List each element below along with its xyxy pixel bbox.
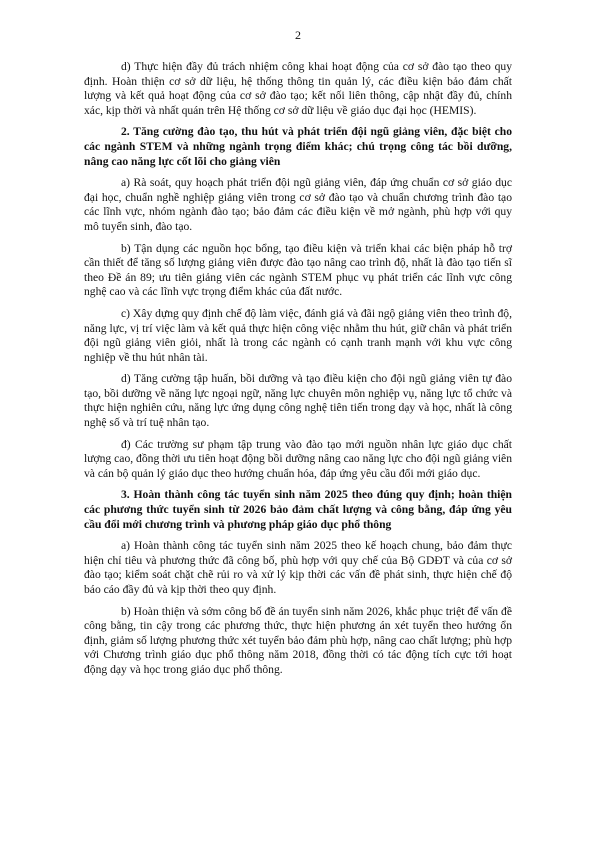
paragraph-2a-review-planning: a) Rà soát, quy hoạch phát triển đội ngũ giảng viên, đáp ứng chuẩn cơ sở giáo dục đại học, chuẩn nghề nghiệp giảng viên trong cơ sở đào tạo và chuẩn chương trình đào tạo các lĩnh vực, nhóm ngành đào tạo; bảo đảm các điều kiện về mở ngành, phù hợp với quy mô tuyển sinh, đào tạo.: [84, 176, 512, 233]
paragraph-2b-scholarships: b) Tận dụng các nguồn học bổng, tạo điều kiện và triển khai các biện pháp hỗ trợ cần thiết để tăng số lượng giảng viên được đào tạo nâng cao trình độ, nhất là đào tạo tiến sĩ theo Đề án 89; ưu tiên giảng viên các ngành STEM phục vụ phát triển các lĩnh vực công nghệ cao và các lĩnh vực trọng điểm khác của đất nước.: [84, 241, 512, 299]
page-number: 2: [295, 28, 301, 42]
paragraph-2d-training: d) Tăng cường tập huấn, bồi dưỡng và tạo điều kiện cho đội ngũ giảng viên tự đào tạo, bồi dưỡng về năng lực ngoại ngữ, năng lực chuyên môn nghiệp vụ, năng lực tổ chức và thực hiện nghiên cứu, năng lực ứng dụng công nghệ tiên tiến trong dạy và học, nhất là công nghệ số và trí tuệ nhân tạo.: [84, 372, 512, 430]
document-page: [84, 0, 512, 842]
section-heading-3-admissions: 3. Hoàn thành công tác tuyển sinh năm 2025 theo đúng quy định; hoàn thiện các phương thức tuyển sinh từ 2026 bảo đảm chất lượng và công bằng, đáp ứng yêu cầu đổi mới chương trình và phương pháp giáo dục phổ thông: [84, 488, 512, 531]
paragraph-1d-public-disclosure: d) Thực hiện đầy đủ trách nhiệm công khai hoạt động của cơ sở đào tạo theo quy định. Hoàn thiện cơ sở dữ liệu, hệ thống thông tin quản lý, các điều kiện bảo đảm chất lượng và kết quả hoạt động của cơ sở đào tạo; kết nối liên thông, cập nhật đầy đủ, chính xác, kịp thời và nhất quán trên Hệ thống cơ sở dữ liệu về giáo dục đại học (HEMIS).: [84, 60, 512, 117]
paragraph-3a-admissions-2025: a) Hoàn thành công tác tuyển sinh năm 2025 theo kế hoạch chung, bảo đảm thực hiện chỉ tiêu và phương thức đã công bố, phù hợp với quy chế của Bộ GDĐT và của cơ sở đào tạo; kiểm soát chặt chẽ rủi ro và xử lý kịp thời các vấn đề phát sinh, thực hiện chế độ báo cáo đầy đủ và kịp thời theo quy định.: [84, 539, 512, 596]
section-heading-2-lecturers: 2. Tăng cường đào tạo, thu hút và phát triển đội ngũ giảng viên, đặc biệt cho các ngành STEM và những ngành trọng điểm khác; chú trọng công tác bồi dưỡng, nâng cao năng lực cốt lõi cho giảng viên: [84, 125, 512, 168]
paragraph-2dd-pedagogical-schools: đ) Các trường sư phạm tập trung vào đào tạo mới nguồn nhân lực giáo dục chất lượng cao, đồng thời ưu tiên hoạt động bồi dưỡng nâng cao năng lực cho đội ngũ giảng viên và cán bộ quản lý giáo dục theo hướng chuẩn hóa, đáp ứng yêu cầu đổi mới giáo dục.: [84, 437, 512, 480]
paragraph-3b-admissions-2026: b) Hoàn thiện và sớm công bố đề án tuyển sinh năm 2026, khắc phục triệt để vấn đề công bằng, tin cậy trong các phương thức, thực hiện phương án xét tuyển theo hướng ổn định, giảm số lượng phương thức xét tuyển bảo đảm phù hợp, nâng cao chất lượng; phù hợp với Chương trình giáo dục phổ thông năm 2018, đồng thời có tác động tích cực tới hoạt động dạy và học trong giáo dục phổ thông.: [84, 604, 512, 676]
paragraph-2c-working-regime: c) Xây dựng quy định chế độ làm việc, đánh giá và đãi ngộ giảng viên theo trình độ, năng lực, vị trí việc làm và kết quả thực hiện công việc nhằm thu hút, giữ chân và phát triển đội ngũ giảng viên giỏi, nhất là trong các ngành có cạnh tranh mạnh với khu vực công nghiệp về thu hút nhân tài.: [84, 306, 512, 364]
document-body: [84, 60, 512, 685]
